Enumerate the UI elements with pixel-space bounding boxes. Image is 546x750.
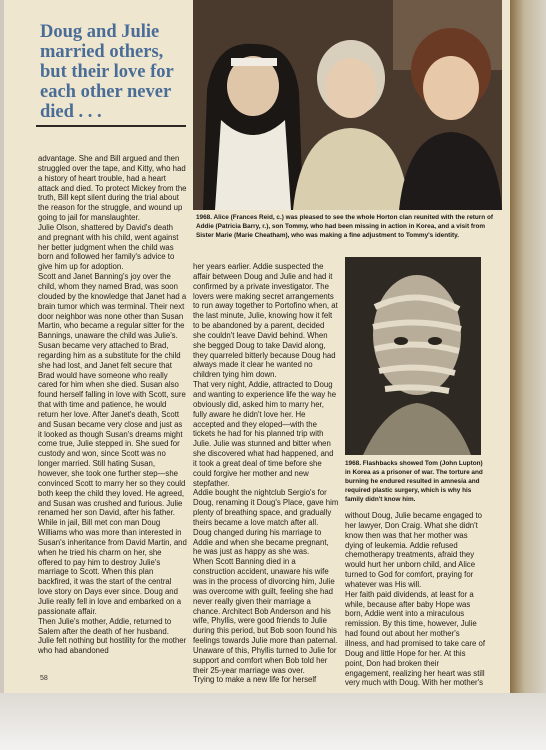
headline-rule [36, 125, 186, 127]
photo-horton-clan [193, 0, 502, 210]
photo-top-caption: 1968. Alice (Frances Reid, c.) was pleased to see the whole Horton clan reunited with the return of Addie (Patricia Barry, r.), son Tommy, who had been missing in action in Korea, and a visit from Sister Marie (Marie Cheatham), who was making a fine adjustment to Tommy's identity. [196, 214, 493, 239]
photo-tom-flashback [345, 257, 481, 455]
headline: Doug and Julie married others, but their love for each other never died . . . [40, 22, 174, 122]
page-number: 58 [40, 675, 48, 682]
page-edge [510, 0, 546, 693]
article-column-3: without Doug, Julie became engaged to her lawyer, Don Craig. What she didn't know then was that her mother was dying of leukemia. Addie refused chemotherapy treatments, afraid they would hurt her unborn child, and Alice turned to God for comfort, praying for whatever was His will. Her faith paid dividends, at least for a while, because after baby Hope was born, Addie went into a miraculous remission. By this time, however, Julie had found out about her mother's illness, and had promised to take care of Doug and little Hope for her. At this point, Don had broken their engagement, realizing her heart was still very much with Doug. With her mother's [345, 511, 485, 688]
page-shadow [0, 693, 546, 750]
photo-side-caption: 1968. Flashbacks showed Tom (John Lupton) in Korea as a prisoner of war. The torture and burning he endured resulted in amnesia and required plastic surgery, which is why his family didn't know him. [345, 460, 483, 503]
article-column-1: advantage. She and Bill argued and then struggled over the tape, and Kitty, who had a history of heart trouble, had a heart attack and died. To protect Mickey from the truth, Bill kept silent during the trial about the reason for the struggle, and wound up going to jail for manslaughter. Julie Olson, shattered by David's death and pregnant with his child, went against her better judgment when the child was born and followed her family's advice to give him up for adoption. Scott and Janet Banning's joy over the child, whom they named Brad, was soon clouded by the knowledge that Janet had a brain tumor which was terminal. Their next door neighbor was none other than Susan Martin, who became a regular sitter for the Bannings, unaware the child was Julie's. Susan became very attached to Brad, regarding him as a substitute for the child she had lost, and Janet felt secure that Brad would have someone who really cared for him when she died. Susan also found herself falling in love with Scott, sure that with time and patience, he would return her love. After Janet's death, Scott and Susan became very close and just as it looked as though Susan's dreams might come true, Julie stepped in. She sued for custody and won, since Scott was no longer married. Still hating Susan, however, she took one further step—she convinced Scott to marry her so they could both keep the child they loved. He agreed, and Susan was crushed and furious. Julie renamed her son David, after his father. While in jail, Bill met con man Doug Williams who was more than interested in Susan's inheritance from David Martin, and when he tried his charm on her, she offered to pay him to destroy Julie's marriage to Scott. When this plan backfired, it was the start of the central love story on Days ever since. Doug and Julie really fell in love and embarked on a passionate affair. Then Julie's mother, Addie, returned to Salem after the death of her husband. Julie felt nothing but hostility for the mother who had abandoned [38, 154, 187, 656]
photo-tom-illustration [345, 257, 481, 455]
photo-horton-clan-illustration [193, 0, 502, 210]
article-column-2: her years earlier. Addie suspected the affair between Doug and Julie and had it confirmed by a private investigator. The lovers were making secret arrangements to run away together to Portofino when, at the last minute, Julie, knowing how it felt to be abandoned by a parent, decided she couldn't leave David behind. When she begged Doug to take David along, they quarreled bitterly because Doug had always made it clear he wanted no children tying him down. That very night, Addie, attracted to Doug and wanting to experience life the way he obviously did, asked him to marry her, fully aware he didn't love her. He accepted and they eloped—with the tickets he had for his planned trip with Julie. Julie was stunned and bitter when she discovered what had happened, and it took a great deal of time before she could forgive her mother and new stepfather. Addie bought the nightclub Sergio's for Doug, renaming it Doug's Place, gave him plenty of breathing space, and gradually theirs became a love match after all. Doug changed during his marriage to Addie and when she became pregnant, he was just as happy as she was. When Scott Banning died in a construction accident, unaware his wife was in the process of divorcing him, Julie was overcome with guilt, feeling she had never really given their marriage a chance. Architect Bob Anderson and his wife, Phyllis, were good friends to Julie during this period, but Bob soon found his feelings towards Julie more than paternal. Unaware of this, Phyllis turned to Julie for support and comfort when Bob told her their 25-year marriage was over. Trying to make a new life for herself [193, 262, 339, 685]
